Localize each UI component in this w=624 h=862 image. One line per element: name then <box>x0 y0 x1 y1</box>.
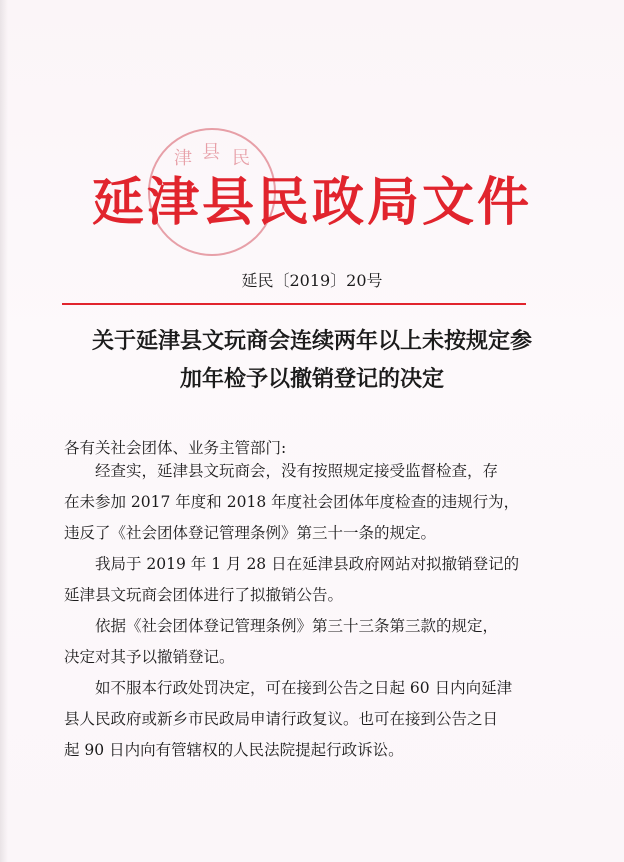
paragraph-line: 经查实，延津县文玩商会，没有按照规定接受监督检查，存 <box>95 462 499 480</box>
body-paragraph <box>64 456 554 549</box>
paragraph-line: 在未参加 2017 年度和 2018 年度社会团体年度检查的违规行为， <box>64 493 520 511</box>
issuing-authority-header: 延津县民政局文件 <box>91 172 532 233</box>
paragraph-line: 违反了《社会团体登记管理条例》第三十一条的规定。 <box>64 524 437 542</box>
salutation: 各有关社会团体、业务主管部门: <box>64 439 287 457</box>
paragraph-line: 决定对其予以撤销登记。 <box>64 648 235 666</box>
title-line: 关于延津县文玩商会连续两年以上未按规定参 <box>91 328 532 354</box>
seal-char: 民 <box>232 148 250 169</box>
paragraph-line: 我局于 2019 年 1 月 28 日在延津县政府网站对拟撤销登记的 <box>95 555 520 573</box>
paragraph-line: 如不服本行政处罚决定，可在接到公告之日起 60 日内向延津 <box>95 679 513 697</box>
seal-char: 县 <box>202 142 220 163</box>
body-paragraph <box>64 673 554 766</box>
title-line: 加年检予以撤销登记的决定 <box>179 366 444 392</box>
seal-char: 津 <box>174 148 192 169</box>
paragraph-line: 延津县文玩商会团体进行了拟撤销公告。 <box>64 586 344 604</box>
document-number: 延民〔2019〕20号 <box>241 271 383 290</box>
red-divider-line <box>62 303 526 305</box>
body-paragraph <box>64 611 554 673</box>
paragraph-line: 起 90 日内向有管辖权的人民法院提起行政诉讼。 <box>64 741 404 759</box>
scan-edge-shadow <box>0 0 8 862</box>
paragraph-line: 县人民政府或新乡市民政局申请行政复议。也可在接到公告之日 <box>64 710 499 728</box>
body-paragraph <box>64 549 554 611</box>
paragraph-line: 依据《社会团体登记管理条例》第三十三条第三款的规定， <box>95 617 499 635</box>
document-title <box>52 322 572 398</box>
